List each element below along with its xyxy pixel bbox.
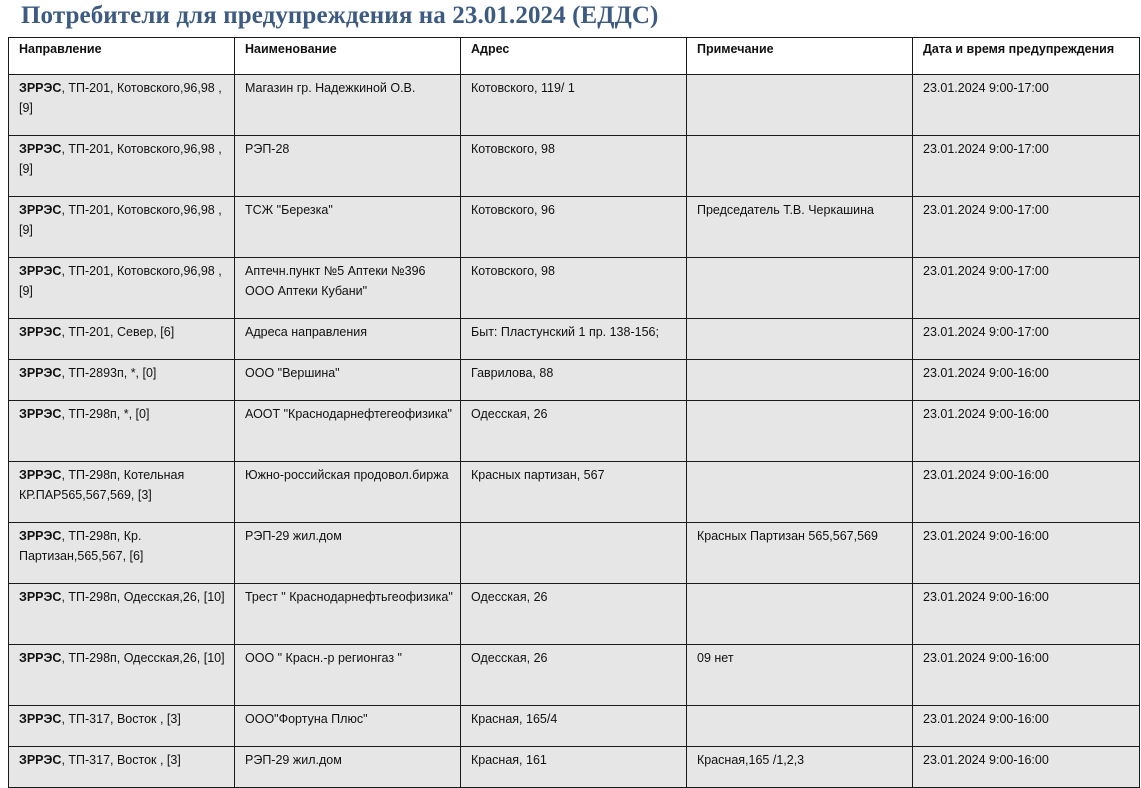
cell-direction — [9, 462, 235, 523]
direction-text: , ТП-298п, Одесская,26, [10] — [61, 590, 225, 604]
cell-address: Красная, 161 — [461, 747, 687, 788]
column-header-address: Адрес — [461, 38, 687, 75]
cell-datetime: 23.01.2024 9:00-17:00 — [913, 258, 1140, 319]
cell-address: Котовского, 98 — [461, 136, 687, 197]
direction-code: ЗРРЭС — [19, 81, 62, 95]
direction-text: , ТП-201, Котовского,96,98 , [9] — [19, 142, 222, 176]
cell-direction — [9, 75, 235, 136]
cell-address: Котовского, 119/ 1 — [461, 75, 687, 136]
direction-code: ЗРРЭС — [19, 142, 62, 156]
table-header-row — [9, 38, 1140, 75]
table-row — [9, 360, 1140, 401]
column-header-name: Наименование — [235, 38, 461, 75]
table-row — [9, 75, 1140, 136]
cell-address: Гаврилова, 88 — [461, 360, 687, 401]
cell-datetime: 23.01.2024 9:00-16:00 — [913, 584, 1140, 645]
cell-note — [687, 258, 913, 319]
cell-direction — [9, 747, 235, 788]
direction-text: , ТП-298п, *, [0] — [61, 407, 150, 421]
cell-name: РЭП-29 жил.дом — [235, 747, 461, 788]
direction-text: , ТП-298п, Одесская,26, [10] — [61, 651, 225, 665]
cell-note — [687, 319, 913, 360]
cell-name: ООО "Вершина" — [235, 360, 461, 401]
cell-note — [687, 75, 913, 136]
cell-name: Аптечн.пункт №5 Аптеки №396 ООО Аптеки Кубани" — [235, 258, 461, 319]
cell-name: РЭП-29 жил.дом — [235, 523, 461, 584]
direction-text: , ТП-201, Котовского,96,98 , [9] — [19, 203, 222, 237]
cell-datetime: 23.01.2024 9:00-17:00 — [913, 75, 1140, 136]
direction-code: ЗРРЭС — [19, 325, 62, 339]
table-row — [9, 706, 1140, 747]
cell-datetime: 23.01.2024 9:00-17:00 — [913, 197, 1140, 258]
table-row — [9, 523, 1140, 584]
cell-note — [687, 462, 913, 523]
cell-direction — [9, 584, 235, 645]
direction-code: ЗРРЭС — [19, 651, 62, 665]
cell-note: Красных Партизан 565,567,569 — [687, 523, 913, 584]
direction-code: ЗРРЭС — [19, 407, 62, 421]
consumers-table — [8, 37, 1140, 788]
column-header-note: Примечание — [687, 38, 913, 75]
cell-note: 09 нет — [687, 645, 913, 706]
cell-datetime: 23.01.2024 9:00-16:00 — [913, 462, 1140, 523]
cell-name: Магазин гр. Надежкиной О.В. — [235, 75, 461, 136]
direction-text: , ТП-201, Север, [6] — [61, 325, 175, 339]
cell-direction — [9, 197, 235, 258]
cell-direction — [9, 319, 235, 360]
cell-direction — [9, 401, 235, 462]
direction-code: ЗРРЭС — [19, 264, 62, 278]
cell-address: Красная, 165/4 — [461, 706, 687, 747]
cell-address: Быт: Пластунский 1 пр. 138-156; — [461, 319, 687, 360]
cell-datetime: 23.01.2024 9:00-16:00 — [913, 401, 1140, 462]
table-row — [9, 401, 1140, 462]
cell-name: РЭП-28 — [235, 136, 461, 197]
cell-datetime: 23.01.2024 9:00-17:00 — [913, 319, 1140, 360]
cell-datetime: 23.01.2024 9:00-16:00 — [913, 747, 1140, 788]
direction-code: ЗРРЭС — [19, 590, 62, 604]
table-row — [9, 645, 1140, 706]
cell-note: Председатель Т.В. Черкашина — [687, 197, 913, 258]
direction-text: , ТП-317, Восток , [3] — [61, 712, 181, 726]
direction-code: ЗРРЭС — [19, 529, 62, 543]
cell-note — [687, 706, 913, 747]
cell-name: Адреса направления — [235, 319, 461, 360]
cell-address: Одесская, 26 — [461, 584, 687, 645]
cell-address — [461, 523, 687, 584]
cell-note — [687, 136, 913, 197]
direction-code: ЗРРЭС — [19, 366, 62, 380]
direction-text: , ТП-201, Котовского,96,98 , [9] — [19, 264, 222, 298]
cell-datetime: 23.01.2024 9:00-16:00 — [913, 706, 1140, 747]
cell-datetime: 23.01.2024 9:00-16:00 — [913, 360, 1140, 401]
direction-text: , ТП-298п, Кр. Партизан,565,567, [6] — [19, 529, 144, 563]
cell-address: Котовского, 96 — [461, 197, 687, 258]
table-row — [9, 197, 1140, 258]
cell-direction — [9, 706, 235, 747]
cell-name: Южно-российская продовол.биржа — [235, 462, 461, 523]
cell-datetime: 23.01.2024 9:00-16:00 — [913, 523, 1140, 584]
cell-note: Красная,165 /1,2,3 — [687, 747, 913, 788]
direction-text: , ТП-298п, Котельная КР.ПАР565,567,569, [3] — [19, 468, 185, 502]
cell-direction — [9, 645, 235, 706]
table-body — [9, 75, 1140, 788]
column-header-direction: Направление — [9, 38, 235, 75]
direction-code: ЗРРЭС — [19, 753, 62, 767]
cell-name: АООТ "Краснодарнефтегеофизика" — [235, 401, 461, 462]
cell-name: ТСЖ "Березка" — [235, 197, 461, 258]
direction-code: ЗРРЭС — [19, 712, 62, 726]
table-row — [9, 258, 1140, 319]
direction-text: , ТП-201, Котовского,96,98 , [9] — [19, 81, 222, 115]
cell-address: Одесская, 26 — [461, 401, 687, 462]
table-row — [9, 136, 1140, 197]
cell-name: ООО"Фортуна Плюс" — [235, 706, 461, 747]
cell-address: Котовского, 98 — [461, 258, 687, 319]
cell-address: Красных партизан, 567 — [461, 462, 687, 523]
cell-note — [687, 360, 913, 401]
direction-code: ЗРРЭС — [19, 203, 62, 217]
direction-text: , ТП-317, Восток , [3] — [61, 753, 181, 767]
cell-direction — [9, 523, 235, 584]
cell-datetime: 23.01.2024 9:00-17:00 — [913, 136, 1140, 197]
column-header-datetime: Дата и время предупреждения — [913, 38, 1140, 75]
cell-address: Одесская, 26 — [461, 645, 687, 706]
table-row — [9, 462, 1140, 523]
cell-direction — [9, 360, 235, 401]
cell-note — [687, 584, 913, 645]
cell-note — [687, 401, 913, 462]
cell-direction — [9, 258, 235, 319]
direction-code: ЗРРЭС — [19, 468, 62, 482]
table-row — [9, 319, 1140, 360]
direction-text: , ТП-2893п, *, [0] — [61, 366, 157, 380]
cell-direction — [9, 136, 235, 197]
table-row — [9, 584, 1140, 645]
cell-name: Трест " Краснодарнефтьгеофизика" — [235, 584, 461, 645]
table-row — [9, 747, 1140, 788]
cell-datetime: 23.01.2024 9:00-16:00 — [913, 645, 1140, 706]
page-title: Потребители для предупреждения на 23.01.2024 (ЕДДС) — [21, 2, 659, 29]
cell-name: ООО " Красн.-р регионгаз " — [235, 645, 461, 706]
